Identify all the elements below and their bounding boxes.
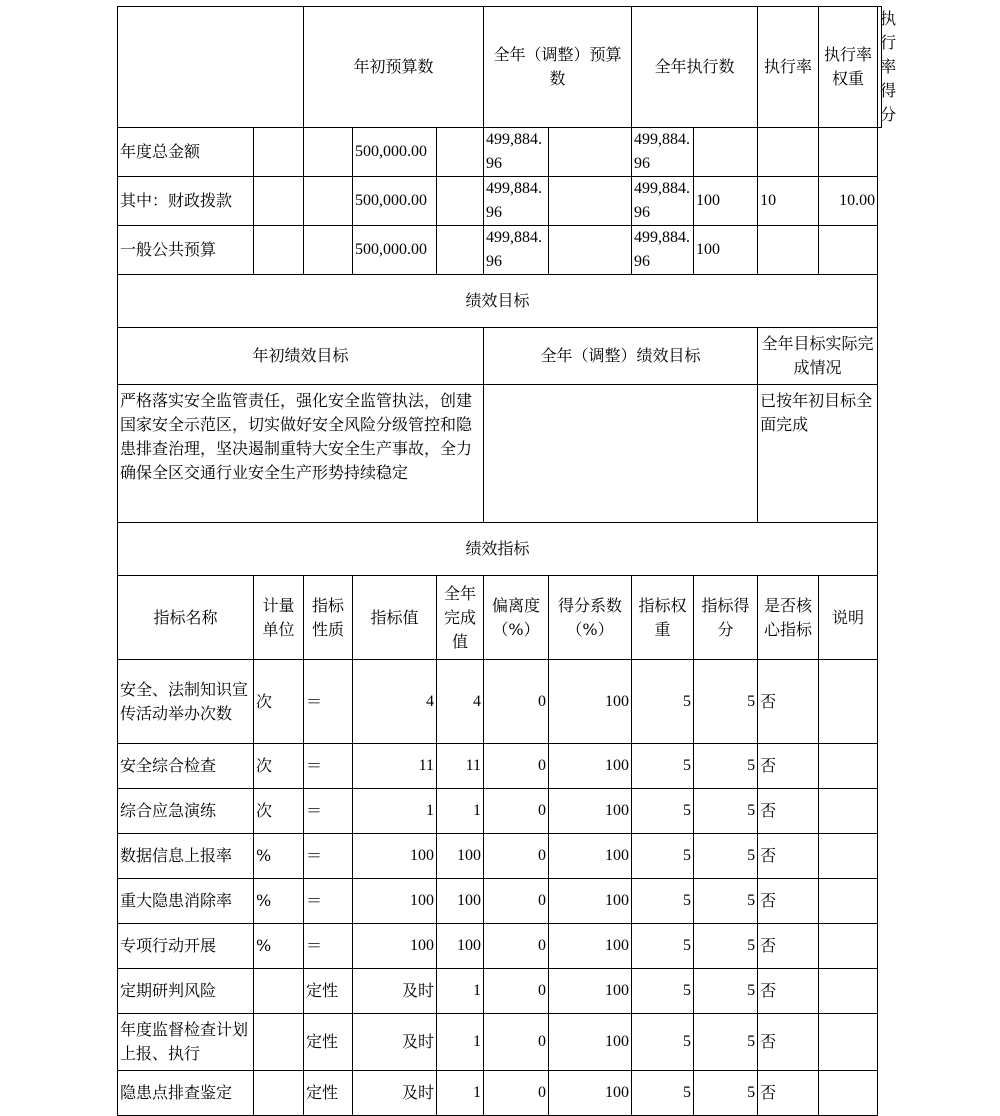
indicator-completed: 11 xyxy=(437,744,484,789)
budget-rate: 100 xyxy=(694,177,758,226)
indicator-deviation: 0 xyxy=(484,834,549,879)
indicator-score-header: 指标得分 xyxy=(694,576,758,660)
indicator-completed: 1 xyxy=(437,789,484,834)
budget-executed: 499,884.96 xyxy=(632,226,694,275)
indicator-unit xyxy=(254,1014,304,1071)
indicator-score: 5 xyxy=(694,969,758,1014)
indicator-value: 及时 xyxy=(353,1014,437,1071)
budget-header-blank xyxy=(118,7,304,128)
budget-row-label: 其中：财政拨款 xyxy=(118,177,254,226)
indicator-coefficient: 100 xyxy=(549,969,632,1014)
budget-row-label: 一般公共预算 xyxy=(118,226,254,275)
goals-title-row xyxy=(118,275,882,328)
indicator-weight: 5 xyxy=(632,789,694,834)
indicator-note xyxy=(819,744,878,789)
indicator-value: 1 xyxy=(353,789,437,834)
indicator-name: 隐患点排查鉴定 xyxy=(118,1071,254,1116)
budget-adjusted: 499,884.96 xyxy=(484,128,549,177)
indicator-core: 否 xyxy=(758,1014,819,1071)
indicator-core: 否 xyxy=(758,1071,819,1116)
indicator-coefficient: 100 xyxy=(549,879,632,924)
indicator-note xyxy=(819,1014,878,1071)
budget-weight: 10 xyxy=(758,177,819,226)
indicator-score: 5 xyxy=(694,789,758,834)
indicator-score: 5 xyxy=(694,879,758,924)
indicator-completed: 1 xyxy=(437,1071,484,1116)
budget-row xyxy=(118,226,882,275)
indicators-section-title: 绩效指标 xyxy=(118,523,878,576)
indicator-core: 否 xyxy=(758,660,819,744)
indicator-score: 5 xyxy=(694,924,758,969)
adjusted-budget-header: 全年（调整）预算数 xyxy=(484,7,632,128)
indicator-coefficient: 100 xyxy=(549,660,632,744)
indicator-row xyxy=(118,789,882,834)
indicator-completed-header: 全年完成值 xyxy=(437,576,484,660)
budget-initial: 500,000.00 xyxy=(353,226,437,275)
budget-header-row xyxy=(118,7,882,128)
indicator-row xyxy=(118,924,882,969)
indicator-score: 5 xyxy=(694,834,758,879)
goals-header-row xyxy=(118,328,882,385)
indicator-deviation-header: 偏离度（%） xyxy=(484,576,549,660)
indicator-note xyxy=(819,789,878,834)
indicator-unit xyxy=(254,1071,304,1116)
indicator-core: 否 xyxy=(758,834,819,879)
budget-blank xyxy=(304,177,353,226)
initial-goal-text: 严格落实安全监管责任，强化安全监管执法，创建国家安全示范区，切实做好安全风险分级管控和隐患排查治理，坚决遏制重特大安全生产事故，全力确保全区交通行业安全生产形势持续稳定 xyxy=(118,385,484,523)
indicator-value: 100 xyxy=(353,834,437,879)
initial-goal-header: 年初绩效目标 xyxy=(118,328,484,385)
indicator-nature: ＝ xyxy=(304,879,353,924)
indicator-unit: 次 xyxy=(254,660,304,744)
indicator-row xyxy=(118,879,882,924)
indicator-deviation: 0 xyxy=(484,879,549,924)
performance-table xyxy=(117,6,897,1116)
rate-weight-header: 执行率权重 xyxy=(819,7,878,128)
adjusted-goal-text xyxy=(484,385,758,523)
indicator-nature-header: 指标性质 xyxy=(304,576,353,660)
indicator-completed: 100 xyxy=(437,924,484,969)
indicator-coefficient: 100 xyxy=(549,924,632,969)
indicator-completed: 1 xyxy=(437,1014,484,1071)
indicator-core: 否 xyxy=(758,969,819,1014)
indicator-weight: 5 xyxy=(632,1014,694,1071)
indicator-deviation: 0 xyxy=(484,1071,549,1116)
indicator-score: 5 xyxy=(694,1014,758,1071)
indicator-weight: 5 xyxy=(632,1071,694,1116)
budget-executed: 499,884.96 xyxy=(632,177,694,226)
indicator-value: 100 xyxy=(353,924,437,969)
indicator-unit: % xyxy=(254,879,304,924)
indicator-weight: 5 xyxy=(632,879,694,924)
goals-section-title: 绩效目标 xyxy=(118,275,878,328)
indicator-completed: 100 xyxy=(437,834,484,879)
indicator-core: 否 xyxy=(758,744,819,789)
goals-content-row xyxy=(118,385,882,523)
indicator-deviation: 0 xyxy=(484,744,549,789)
indicator-name: 年度监督检查计划上报、执行 xyxy=(118,1014,254,1071)
budget-rate: 100 xyxy=(694,226,758,275)
indicator-note xyxy=(819,834,878,879)
rate-score-header: 执行率得分 xyxy=(878,7,882,128)
indicator-name: 安全综合检查 xyxy=(118,744,254,789)
indicator-weight: 5 xyxy=(632,744,694,789)
indicator-completed: 4 xyxy=(437,660,484,744)
budget-blank xyxy=(437,128,484,177)
budget-blank xyxy=(254,128,304,177)
indicator-nature: ＝ xyxy=(304,789,353,834)
indicator-row xyxy=(118,969,882,1014)
budget-score xyxy=(819,128,878,177)
indicator-coefficient: 100 xyxy=(549,789,632,834)
indicator-score: 5 xyxy=(694,660,758,744)
executed-header: 全年执行数 xyxy=(632,7,758,128)
budget-score: 10.00 xyxy=(819,177,878,226)
indicator-name: 定期研判风险 xyxy=(118,969,254,1014)
indicator-row xyxy=(118,744,882,789)
budget-blank xyxy=(549,226,632,275)
budget-blank xyxy=(549,128,632,177)
budget-rate xyxy=(694,128,758,177)
rate-header: 执行率 xyxy=(758,7,819,128)
budget-blank xyxy=(304,128,353,177)
indicator-nature: 定性 xyxy=(304,1071,353,1116)
indicator-core: 否 xyxy=(758,924,819,969)
indicator-row xyxy=(118,834,882,879)
actual-goal-text: 已按年初目标全面完成 xyxy=(758,385,878,523)
indicator-deviation: 0 xyxy=(484,969,549,1014)
indicator-value: 及时 xyxy=(353,1071,437,1116)
indicator-name: 综合应急演练 xyxy=(118,789,254,834)
indicator-score: 5 xyxy=(694,744,758,789)
indicator-completed: 100 xyxy=(437,879,484,924)
indicator-note xyxy=(819,1071,878,1116)
indicator-coefficient: 100 xyxy=(549,1014,632,1071)
indicator-unit: 次 xyxy=(254,789,304,834)
budget-initial: 500,000.00 xyxy=(353,177,437,226)
actual-goal-header: 全年目标实际完成情况 xyxy=(758,328,878,385)
indicator-value: 4 xyxy=(353,660,437,744)
indicator-unit: 次 xyxy=(254,744,304,789)
budget-row xyxy=(118,128,882,177)
budget-initial: 500,000.00 xyxy=(353,128,437,177)
indicator-score: 5 xyxy=(694,1071,758,1116)
indicator-unit xyxy=(254,969,304,1014)
indicator-name: 安全、法制知识宣传活动举办次数 xyxy=(118,660,254,744)
budget-blank xyxy=(254,177,304,226)
indicator-nature: ＝ xyxy=(304,660,353,744)
indicator-completed: 1 xyxy=(437,969,484,1014)
budget-executed: 499,884.96 xyxy=(632,128,694,177)
indicator-weight: 5 xyxy=(632,660,694,744)
indicator-name-header: 指标名称 xyxy=(118,576,254,660)
indicator-note xyxy=(819,660,878,744)
budget-blank xyxy=(437,226,484,275)
indicator-unit-header: 计量单位 xyxy=(254,576,304,660)
budget-score xyxy=(819,226,878,275)
indicator-row xyxy=(118,1014,882,1071)
indicator-note xyxy=(819,969,878,1014)
indicator-name: 专项行动开展 xyxy=(118,924,254,969)
budget-blank xyxy=(304,226,353,275)
indicator-nature: 定性 xyxy=(304,969,353,1014)
indicator-coefficient: 100 xyxy=(549,834,632,879)
indicator-weight: 5 xyxy=(632,834,694,879)
indicator-unit: % xyxy=(254,834,304,879)
indicator-value-header: 指标值 xyxy=(353,576,437,660)
indicator-deviation: 0 xyxy=(484,1014,549,1071)
indicator-deviation: 0 xyxy=(484,924,549,969)
indicator-note xyxy=(819,879,878,924)
indicators-title-row xyxy=(118,523,882,576)
indicator-coefficient: 100 xyxy=(549,1071,632,1116)
indicator-nature: ＝ xyxy=(304,924,353,969)
indicator-coefficient-header: 得分系数（%） xyxy=(549,576,632,660)
initial-budget-header: 年初预算数 xyxy=(304,7,484,128)
budget-adjusted: 499,884.96 xyxy=(484,226,549,275)
indicator-weight-header: 指标权重 xyxy=(632,576,694,660)
indicator-core: 否 xyxy=(758,789,819,834)
indicator-name: 数据信息上报率 xyxy=(118,834,254,879)
indicator-value: 及时 xyxy=(353,969,437,1014)
indicator-deviation: 0 xyxy=(484,789,549,834)
budget-adjusted: 499,884.96 xyxy=(484,177,549,226)
budget-row-label: 年度总金额 xyxy=(118,128,254,177)
indicator-weight: 5 xyxy=(632,969,694,1014)
indicator-note-header: 说明 xyxy=(819,576,878,660)
budget-weight xyxy=(758,226,819,275)
budget-blank xyxy=(254,226,304,275)
indicator-nature: ＝ xyxy=(304,834,353,879)
indicator-value: 11 xyxy=(353,744,437,789)
indicator-value: 100 xyxy=(353,879,437,924)
budget-weight xyxy=(758,128,819,177)
indicator-nature: 定性 xyxy=(304,1014,353,1071)
indicator-coefficient: 100 xyxy=(549,744,632,789)
budget-blank xyxy=(437,177,484,226)
adjusted-goal-header: 全年（调整）绩效目标 xyxy=(484,328,758,385)
budget-blank xyxy=(549,177,632,226)
indicator-deviation: 0 xyxy=(484,660,549,744)
indicator-nature: ＝ xyxy=(304,744,353,789)
indicators-header-row xyxy=(118,576,882,660)
indicator-weight: 5 xyxy=(632,924,694,969)
budget-row xyxy=(118,177,882,226)
indicator-core-header: 是否核心指标 xyxy=(758,576,819,660)
indicator-row xyxy=(118,1071,882,1116)
indicator-unit: % xyxy=(254,924,304,969)
indicator-note xyxy=(819,924,878,969)
indicator-name: 重大隐患消除率 xyxy=(118,879,254,924)
indicator-core: 否 xyxy=(758,879,819,924)
indicator-row xyxy=(118,660,882,744)
